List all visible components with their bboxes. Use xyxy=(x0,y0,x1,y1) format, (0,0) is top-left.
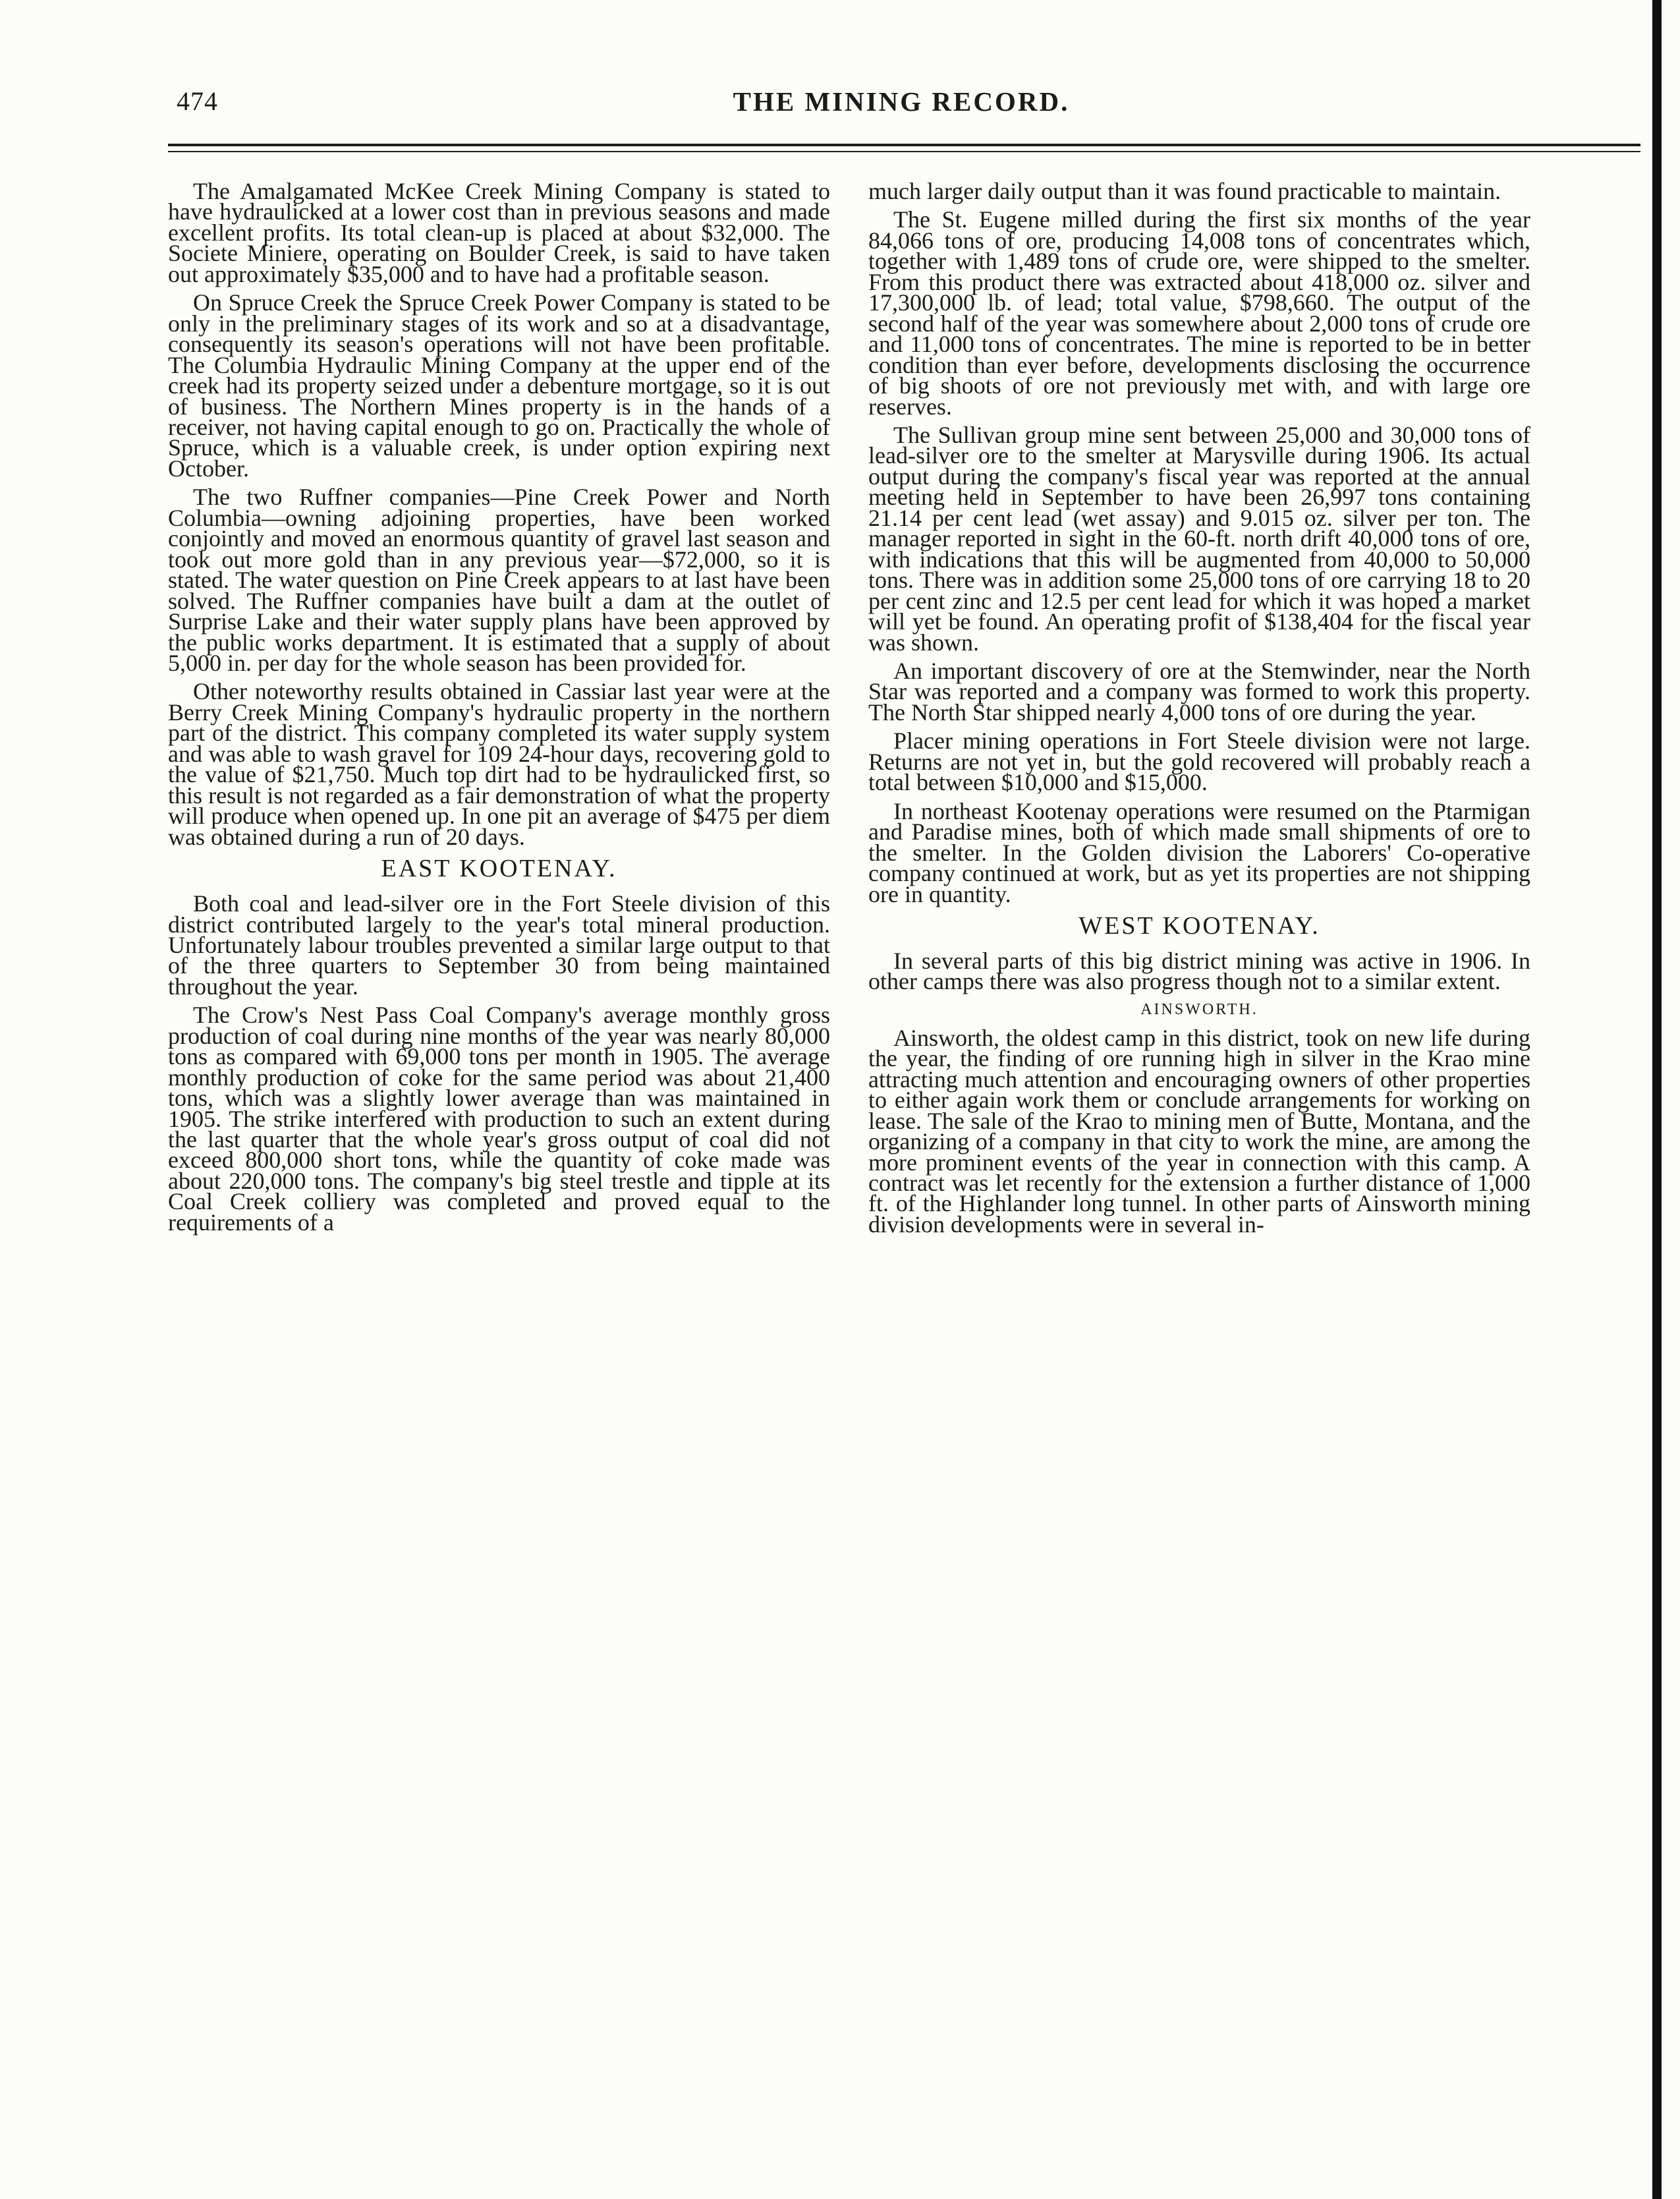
paragraph-ainsworth: Ainsworth, the oldest camp in this district, took on new life during the year, the finding of ore running high in silver in the Krao mine attracting much attention and encouraging owners of other properties to either again work them or conclude arrangements for working on lease. The sale of the Krao to mining men of Butte, Montana, and the organizing of a company in that city to work the mine, are among the more prominent events of the year in connection with this camp. A contract was let recently for the extension a further distance of 1,000 ft. of the Highlander long tunnel. In other parts of Ainsworth mining division developments were in several in- xyxy=(868,1024,1530,1238)
paragraph-west-kootenay-intro: In several parts of this big district mining was active in 1906. In other camps there was also progress though not to a similar extent. xyxy=(868,947,1530,995)
right-column xyxy=(868,178,1530,1243)
page-edge-border xyxy=(1652,0,1662,2199)
page-number: 474 xyxy=(177,86,218,116)
paragraph-sullivan-group: The Sullivan group mine sent between 25,000 and 30,000 tons of lead-silver ore to the smelter at Marysville during 1906. Its actual output during the company's fiscal year was reported at the annual meeting held in September to have been 26,997 tons containing 21.14 per cent lead (wet assay) and 9.015 oz. silver per ton. The manager reported in sight in the 60-ft. north drift 40,000 tons of ore, with indications that this will be augmented from 40,000 to 50,000 tons. There was in addition some 25,000 tons of ore carrying 18 to 20 per cent zinc and 12.5 per cent lead for which it was hoped a market will yet be found. An operating profit of $138,404 for the fiscal year was shown. xyxy=(868,421,1530,656)
paragraph-st-eugene: The St. Eugene milled during the first six months of the year 84,066 tons of ore, producing 14,008 tons of concentrates which, together with 1,489 tons of crude ore, were shipped to the smelter. From this product there was extracted about 418,000 oz. silver and 17,300,000 lb. of lead; total value, $798,660. The output of the second half of the year was somewhere about 2,000 tons of crude ore and 11,000 tons of concentrates. The mine is reported to be in better condition than ever before, developments disclosing the occurrence of big shoots of ore not previously met with, and with large ore reserves. xyxy=(868,206,1530,420)
paragraph-berry-creek: Other noteworthy results obtained in Cassiar last year were at the Berry Creek Mining Company's hydraulic property in the northern part of the district. This company completed its water supply system and was able to wash gravel for 109 24-hour days, recovering gold to the value of $21,750. Much top dirt had to be hydraulicked first, so this result is not regarded as a fair demonstration of what the property will produce when opened up. In one pit an average of $475 per diem was obtained during a run of 20 days. xyxy=(168,678,830,850)
section-heading-west-kootenay: WEST KOOTENAY. xyxy=(1078,911,1320,940)
paragraph-ruffner-companies: The two Ruffner companies—Pine Creek Power and North Columbia—owning adjoining properties, have been worked conjointly and moved an enormous quantity of gravel last season and took out more gold than in any previous year—$72,000, so it is stated. The water question on Pine Creek appears to at last have been solved. The Ruffner companies have built a dam at the outlet of Surprise Lake and their water supply plans have been approved by the public works department. It is estimated that a supply of about 5,000 in. per day for the whole season has been provided for. xyxy=(168,484,830,676)
paragraph-spruce-creek: On Spruce Creek the Spruce Creek Power Company is stated to be only in the preliminary stages of its work and so at a disadvantage, consequently its season's operations will not have been profitable. The Columbia Hydraulic Mining Company at the upper end of the creek had its property seized under a debenture mortgage, so it is out of business. The Northern Mines property is in the hands of a receiver, not having capital enough to go on. Practically the whole of Spruce, which is a valuable creek, is under option expiring next October. xyxy=(168,289,830,482)
header-rule-bottom xyxy=(168,151,1640,152)
page-header xyxy=(177,86,1626,138)
left-column xyxy=(168,178,830,1241)
paragraph-stemwinder: An important discovery of ore at the Stemwinder, near the North Star was reported and a company was formed to work this property. The North Star shipped nearly 4,000 tons of ore during the year. xyxy=(868,657,1530,726)
header-rule-top xyxy=(168,144,1640,146)
paragraph-placer-mining: Placer mining operations in Fort Steele division were not large. Returns are not yet in, but the gold recovered will probably reach a total between $10,000 and $15,000. xyxy=(868,728,1530,796)
paragraph-northeast-kootenay: In northeast Kootenay operations were resumed on the Ptarmigan and Paradise mines, both of which made small shipments of ore to the smelter. In the Golden division the Laborers' Co-operative company continued at work, but as yet its properties are not shipping ore in quantity. xyxy=(868,797,1530,907)
paragraph-continuation: much larger daily output than it was found practicable to maintain. xyxy=(868,178,1501,204)
section-heading-east-kootenay: EAST KOOTENAY. xyxy=(381,855,617,883)
paragraph-mckee-creek: The Amalgamated McKee Creek Mining Company is stated to have hydraulicked at a lower cost than in previous seasons and made excellent profits. Its total clean-up is placed at about $32,000. The Societe Miniere, operating on Boulder Creek, is said to have taken out approximately $35,000 and to have had a profitable season. xyxy=(168,178,830,287)
paragraph-crows-nest: The Crow's Nest Pass Coal Company's average monthly gross production of coal during nine months of the year was nearly 80,000 tons as compared with 69,000 tons per month in 1905. The average monthly production of coke for the same period was about 21,400 tons, which was a slightly lower average than was maintained in 1905. The strike interfered with production to such an extent during the last quarter that the whole year's gross output of coal did not exceed 800,000 short tons, while the quantity of coke made was about 220,000 tons. The company's big steel trestle and tipple at its Coal Creek colliery was completed and proved equal to the requirements of a xyxy=(168,1002,830,1236)
paragraph-fort-steele: Both coal and lead-silver ore in the Fort Steele division of this district contributed largely to the year's total mineral production. Unfortunately labour troubles prevented a similar large output to that of the three quarters to September 30 from being maintained throughout the year. xyxy=(168,890,830,1000)
subheading-ainsworth: AINSWORTH. xyxy=(1140,1000,1258,1018)
running-title: THE MINING RECORD. xyxy=(733,86,1070,117)
